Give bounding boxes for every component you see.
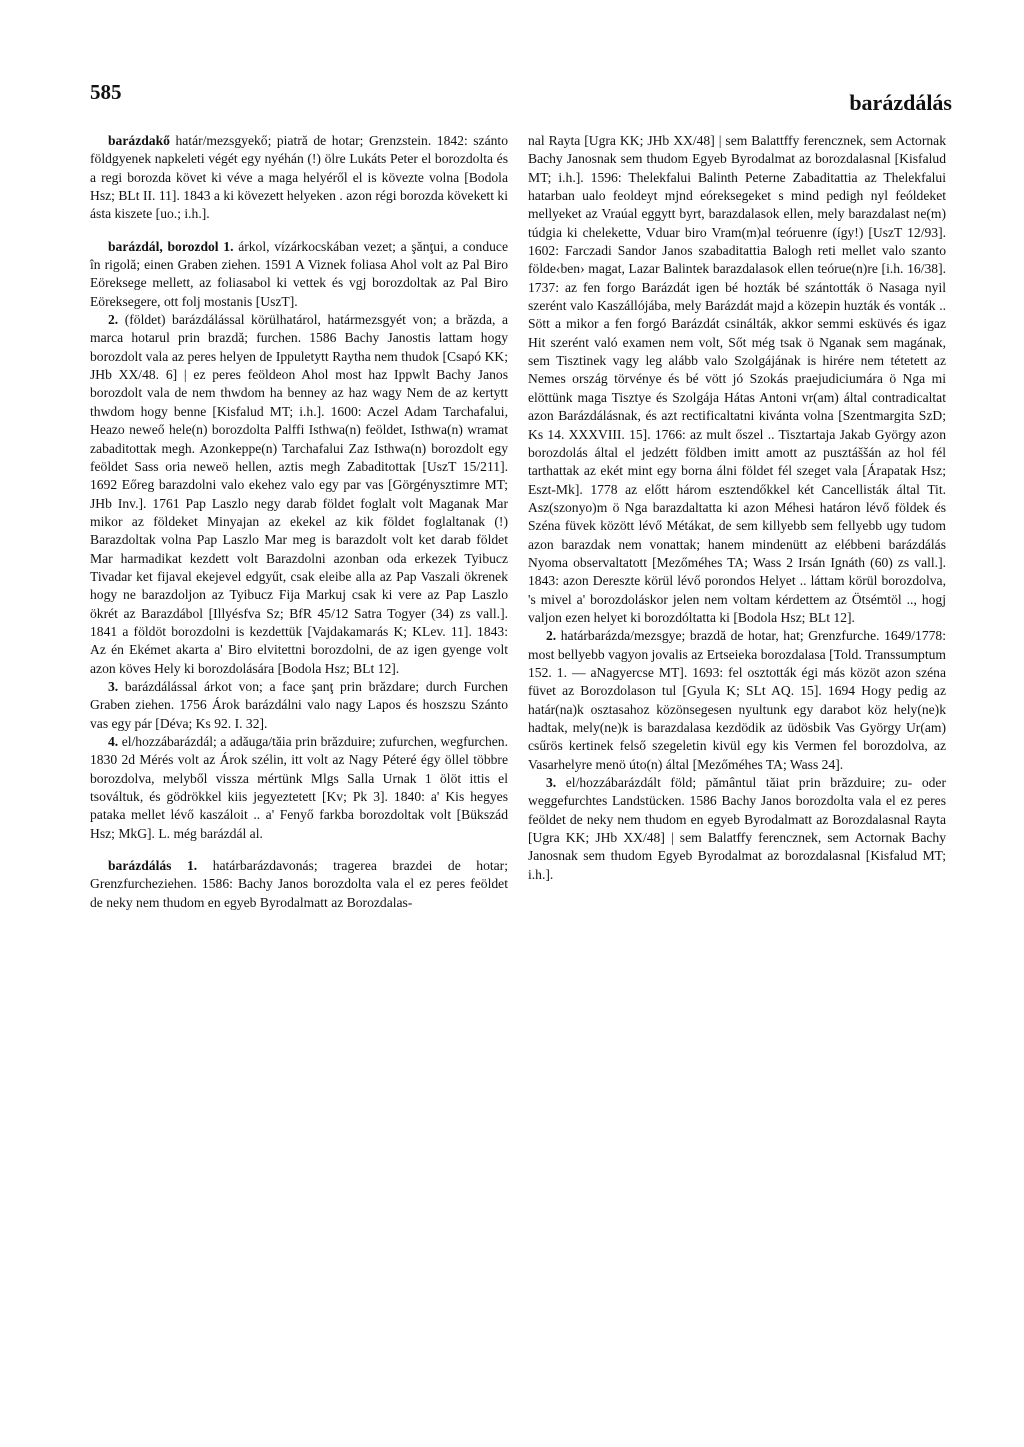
- entry-barazdalas: [90, 857, 508, 912]
- sense-text: barázdálással árkot von; a face şanţ prin brăzdare; durch Furchen Graben ziehen. 1756 Árok barázdálni valo nagy Lapos és hoszszu Szánto vas egy pár [Déva; Ks 92. I. 32].: [90, 678, 508, 731]
- left-column: [90, 132, 508, 912]
- entry-barazdal: [90, 238, 508, 311]
- sense-number: 3.: [108, 678, 119, 694]
- continuation-text: nal Rayta [Ugra KK; JHb XX/48] | sem Balattffy ferencznek, sem Actornak Bachy Janosnak sem thudom Egyeb Byrodalmat az borozdalasnal [Kisfalud MT; i.h.]. 1596: Thelekfalui Balinth Peterne Zabaditattia az Thelekfalui hatarban ualo feoldeyt mjnd eóreksegeket s mind pedigh nyl feóldeket mellyeket az Vraúal eggytt byrt, barazdalasok ellen, mely barazdalast ne(m) túdgia ki chelekette, Vduar biro Vram(m)al teóruenre (így!) [UszT 12/93]. 1602: Farczadi Sandor Janos szabaditattia Balogh reti mellet valo szanto földe‹ben› magat, Lazar Balintek barazdalasok ellen teórue(n)re [i.h. 16/38]. 1737: az fen forgo Barázdát igen bé hozták bé szántották ö Nasaga nyil szerént valo Kaszállójába, mely Barázdát majd a közepin huzták és vonták .. Sött a mikor a fen forgó Barázdát csinálták, akkor semmi esküvés és igaz Hit szerént való examen nem volt, Sőt még tsak ö Nganak sem magának, sem Tisztinek vagy leg alább valo Szolgájának is hirére nem tétetett az Nemes ország törvénye és bé vött jó Szokás praejudiciumára ö Nga mi elöttünk maga Tisztye és Szolgája Hátas Antoni vr(am) által contradicaltat azon Barázdálásnak, és azt rectificaltatni kivánta volna [Szentmargita SzD; Ks 14. XXXVIII. 15]. 1766: az mult őszel .. Tisztartaja Jakab György azon borozdolás által el jedzétt földben imitt amott az pusztáššán az hol fél tarthattak az ekét mint egy borna álni földet fél szeget vala [Árapatak Hsz; Eszt-Mk]. 1778 az előtt három esztendőkkel két Cancellisták által Tit. Asz(szonyo)m ö Nga barazdaltatta ki azon Méhesi határon lévő földek és Széna füvek között lévő Métákat, de sem killyebb sem fellyebb ugy tudom azon barazdak nem vonattak; hanem mindenütt az elébbeni barázdálás Nyoma observaltatott [Mezőméhes TA; Wass 2 Irsán Ignáth (60) zs vall.]. 1843: azon Dereszte körül lévő porondos Helyet .. láttam körül borozdolva, 's mivel a' borozdoláskor jelen nem voltam kérdettem az Ötsémtöl .., hogj valjon ezen helyet ki borozdóltatta ki [Bodola Hsz; BLt 12].: [528, 133, 946, 625]
- sense-number: 3.: [546, 775, 557, 791]
- entry-continuation: [528, 132, 946, 627]
- sense-3-right: [528, 774, 946, 884]
- headword: barázdálás 1.: [108, 858, 198, 874]
- sense-text: (földet) barázdálással körülhatárol, határmezsgyét von; a brăzda, a marca hotarul prin brazdă; furchen. 1586 Bachy Janostis lattam hogy borozdolt vala az peres helyen de Ippuletytt Raytha nem thudok [Csapó KK; JHb XX/48. 6] | ez peres feöldeon Ahol most haz Ippwlt Bachy Janos borozdolt vala de nem thwdom ha benney az haz wagy Nem de az kertytt thwdom hogy benne [Kisfalud MT; i.h.]. 1600: Aczel Adam Tarchafalui, Heazo neweő hele(n) borozdolta Palffi Isthwa(n) feöldet, Isthwa(n) wramat zabaditottak megh. Azonkeppe(n) Tarchafalui Zaz Isthwa(n) borozdolt egy feöldet Sass oria neweö hellen, aztis megh Zabaditottak [UszT 15/211]. 1692 Eőreg barazdolni valo ekehez valo egy par vas [Görgénysztimre MT; JHb Inv.]. 1761 Pap Laszlo negy darab földet foglalt volt Maganak Mar mikor az földeket Minyajan az ekekel az kik földet foglaltanak (!) Barazdoltak volna Pap Laszlo Mar meg is barazdolt volt ket darab földet Mar harmadikat kezdett volt Barazdolni azonban oda erkezek Tyibucz Tivadar ket fijaval ekejevel edgyűt, csak eleibe alla az Pap Vaszali ökrenek hogy ne barazdoljon az Tyibucz Fija Markuj csak ki vere az Pap Laszlo ökrét az Barazdábol [Illyésfva Sz; BfR 45/12 Satra Togyer (34) zs vall.]. 1841 a földöt borozdolni is kezdettük [Vajdakamarás K; KLev. 11]. 1843: Az én Ekémet akarta a' Biro elvitettni borozdolni, de az igen gyenge volt azon köves Hely ki borozdolására [Bodola Hsz; BLt 12].: [90, 312, 508, 676]
- page-number: 585: [90, 80, 122, 104]
- sense-3: [90, 678, 508, 733]
- entry-text: határbarázdavonás; tragerea brazdei de hotar; Grenzfurcheziehen. 1586: Bachy Janos borozdolta vala el ez peres feöldet de neky nem thudom en egyeb Byrodalmatt az Borozdalas-: [90, 858, 508, 910]
- sense-4: [90, 733, 508, 843]
- headword: barázdakő: [108, 133, 170, 148]
- entry-text: árkol, vízárkocskában vezet; a şănţui, a conduce în rigolă; einen Graben ziehen. 1591 A Viznek foliasa Ahol volt az Pal Biro Eöreksege mellett, az foliasabol ki vettek és vgj borozdoltak az Pal Biro Eöreksegere, ott folj mostanis [UszT].: [90, 238, 508, 309]
- sense-text: határbarázda/mezsgye; brazdă de hotar, hat; Grenzfurche. 1649/1778: most bellyebb vagyon jovalis az Ertseiek: [528, 628, 946, 662]
- sense-number: 4.: [108, 734, 119, 749]
- sense-2-right: [528, 627, 946, 774]
- right-column: [528, 132, 946, 884]
- sense-2: [90, 311, 508, 678]
- headword: barázdál, borozdol 1.: [108, 238, 234, 254]
- sense-text: el/hozzábarázdált föld; pământul tăiat prin brăzduire; zu- oder weggefurchtes Landstücken. 1586 Bachy Janos borozdolta vala el ez peres feöldet de neky nem thudom en egyeb Byrodalmatt az Borozdalasnal Rayta [Ugra KK; JHb XX/48] | sem Balatffy ferencznek, sem Actornak Bachy Janosnak sem thudom Egyeb Byrodalmat az borozdalasnal [Kisfalud MT; i.h.].: [528, 775, 946, 882]
- running-head: barázdálás: [849, 90, 952, 115]
- sense-text: el/hozzábarázdál; a adăuga/tăia prin brăzduire; zufurchen, wegfurchen. 1830 2d Mérés volt az Árok szélin, itt volt az Nagy Péteré égy öllel többre borozdolva, melyből vissza mértünk Mlgs Salla Urnak 1 ölöt ittis el tsováltuk, és gödrökkel kiis jegyeztetett [Kv; Pk 3]. 1840: a' Kis hegyes pataka mellet lévő kaszáloit .. a' Fenyő farkba borozdoltak volt [Bükszád Hsz; MkG]. L. még barázdál al.: [90, 734, 508, 841]
- entry-text: határ/mezsgyekő; piatră de hotar; Grenzstein. 1842: szánto földgyenek napkeleti végét egy nyéhán (!) ölre Lukáts Peter el borozdolta és a regi borozda követ ki véve a maga helyéről el is kövezte volna [Bodola Hsz; BLt II. 11]. 1843 a ki kövezett helyeken . azon régi borozda kövekett ki ásta kiszete [uo.; i.h.].: [90, 133, 508, 222]
- entry-barazdako: [90, 132, 508, 224]
- sense-number: 2.: [546, 628, 557, 644]
- sense-text-cont: a borozdalasa [Told. Transsumptum 152. 1. — aNagyercse MT]. 1693: fel osztották égi más közöt azon széna füvet az Borozdolason tul [Gyula K; SLt AQ. 15]. 1694 Hogy pedig az határ(na)k osztasahoz közönsegesen nyultunk egy darabot köz hely(ne)k hadtak, mely(ne)k is barazdalasa kezdödik az üdösbik Vas György Ur(am) csűrös kertinek felső szegeletin kivül egy kis Vermen fel borozdolva, az Vasarhelyre menö úto(n) által [Mezőméhes TA; Wass 24].: [528, 646, 946, 772]
- sense-number: 2.: [108, 312, 119, 328]
